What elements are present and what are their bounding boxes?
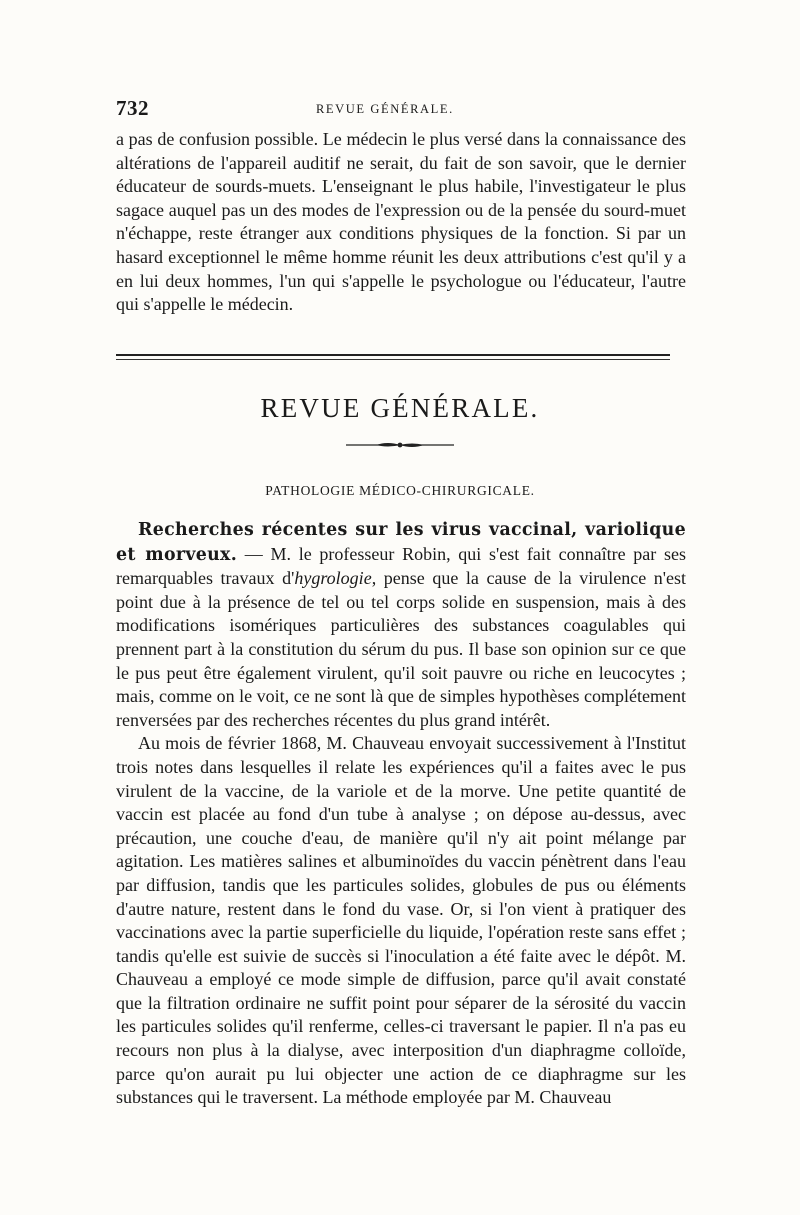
subsection-title: PATHOLOGIE MÉDICO-CHIRURGICALE. — [265, 483, 535, 498]
closing-paragraph — [116, 128, 686, 317]
page-number: 732 — [116, 96, 149, 120]
section-title: REVUE GÉNÉRALE. — [260, 393, 540, 423]
article-body — [116, 518, 686, 1110]
page-header — [116, 96, 686, 124]
lead-text-part-1: — M. le professeur Robin, qui s'est fait connaître par ses remarquables travaux d' — [116, 543, 686, 589]
article-lead-paragraph — [116, 518, 686, 732]
article-paragraph-2: Au mois de février 1868, M. Chauveau envoyait successivement à l'Institut trois notes dans lesquelles il relate les expériences qu'il a faites avec le pus virulent de la vaccine, de la variole et de la morve. Une petite quantité de vaccin est placée au fond d'un tube à analyse ; on dépose au-dessus, avec précaution, une couche d'eau, de manière qu'il n'y ait point mélange par agitation. Les matières salines et albuminoïdes du vaccin pénètrent dans l'eau par diffusion, tandis que les particules solides, globules de pus ou éléments d'autre nature, restent dans le fond du vase. Or, si l'on vient à pratiquer des vaccinations avec la partie superficielle du liquide, l'opération reste sans effet ; tandis qu'elle est suivie de succès si l'inoculation a été faite avec le dépôt. M. Chauveau a employé ce mode simple de diffusion, parce qu'il avait constaté que la filtration ordinaire ne suffit point pour séparer de la sérosité du vaccin les particules solides qu'il renferme, celles-ci traversant le papier. Il n'a pas eu recours non plus à la dialyse, avec interposition d'un diaphragme colloïde, parce qu'on aurait pu lui objecter une action de ce diaphragme sur les substances qui le traversent. La méthode employée par M. Chauveau — [116, 733, 686, 1108]
running-head: REVUE GÉNÉRALE. — [316, 102, 454, 116]
lead-text-part-2: , pense que la cause de la virulence n'est point due à la présence de tel ou tel corps solide en suspension, mais à des modifications isomériques particulières des substances coagulables qui prennent part à la constitution du sérum du pus. Il base son opinion sur ce que le pus peut être également virulent, qu'il soit pauvre ou riche en leucocytes ; mais, comme on le voit, ce ne sont là que de simples hypothèses complétement renversées par des recherches récentes du plus grand intérêt. — [116, 568, 687, 730]
paragraph-text: a pas de confusion possible. Le médecin le plus versé dans la connaissance des altérations de l'appareil auditif ne serait, du fait de son savoir, que le dernier éducateur de sourds-muets. L'enseignant le plus habile, l'investigateur le plus sagace auquel pas un des modes de l'expression ou de la pensée du sourd-muet n'échappe, reste étranger aux conditions physiques de la fonction. Si par un hasard exceptionnel le même homme réunit les deux attributions c'est qu'il y a en lui deux hommes, l'un qui s'appelle le psychologue ou l'éducateur, l'autre qui s'appelle le médecin. — [116, 129, 686, 315]
lead-italic-term: hygrologie — [294, 568, 372, 589]
ornament-divider-icon — [346, 441, 454, 449]
article-title: Recherches récentes sur les virus vaccinal, variolique et morveux. — [116, 520, 686, 565]
section-divider-rule — [116, 354, 670, 360]
